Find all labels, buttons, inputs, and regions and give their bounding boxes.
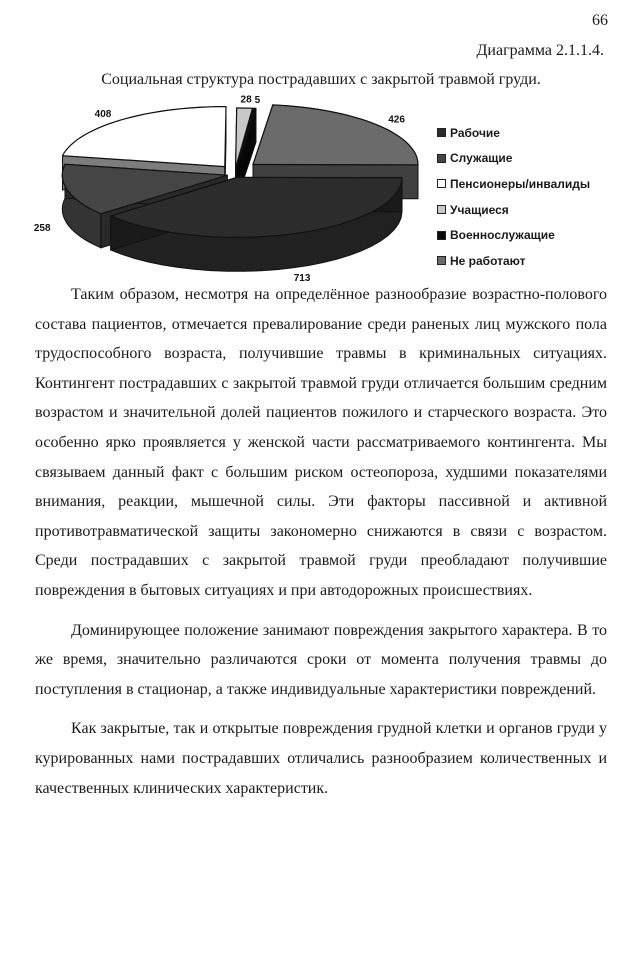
legend-label-4: Военнослужащие bbox=[450, 228, 555, 243]
legend-label-2: Пенсионеры/инвалиды bbox=[450, 176, 591, 191]
pie-slice-2 bbox=[63, 107, 226, 167]
legend-item-3 bbox=[437, 197, 590, 223]
legend-item-2 bbox=[437, 171, 590, 197]
paragraph-1: Таким образом, несмотря на определённое разнообразие возрастно-полового состава пациентов, отмечается превалирование среди раненых лиц мужского пола трудоспособного возраста, получившие травмы в криминальных ситуациях. Контингент пострадавших с закрытой травмой груди отличается большим средним возрастом и значительной долей пациентов пожилого и старческого возраста. Это особенно ярко проявляется у женской части рассматриваемого контингента. Мы связываем данный факт с большим риском остеопороза, худшими показателями внимания, реакции, мышечной силы. Эти факторы пассивной и активной противотравматической защиты закономерно снижаются в связи с возрастом. Среди пострадавших с закрытой травмой груди преобладают получившие повреждения в бытовых ситуациях и при автодорожных происшествиях. bbox=[35, 286, 607, 599]
legend-item-1 bbox=[437, 146, 590, 172]
legend-label-1: Служащие bbox=[450, 151, 513, 166]
figure-title: Социальная структура пострадавших с закрытой травмой груди. bbox=[101, 71, 541, 88]
pie-slice-label-4: 5 bbox=[254, 94, 261, 106]
legend-swatch-4 bbox=[437, 231, 446, 240]
paragraph-2: Доминирующее положение занимают повреждения закрытого характера. В то же время, значительно различаются сроки от момента получения травмы до поступления в стационар, а также индивидуальные характеристики повреждений. bbox=[35, 621, 607, 698]
legend-swatch-1 bbox=[437, 154, 446, 163]
pie-slice-label-1: 258 bbox=[33, 223, 51, 234]
pie-slice-label-2: 408 bbox=[94, 108, 112, 120]
legend-swatch-5 bbox=[437, 256, 446, 265]
legend-item-0 bbox=[437, 120, 590, 146]
page-number: 66 bbox=[592, 12, 608, 29]
legend-swatch-2 bbox=[437, 179, 446, 188]
legend-label-3: Учащиеся bbox=[450, 202, 509, 217]
pie-slice-label-3: 28 bbox=[240, 94, 252, 106]
body-text bbox=[35, 280, 607, 813]
legend-item-5 bbox=[437, 248, 590, 274]
legend-swatch-0 bbox=[437, 128, 446, 137]
pie-chart-svg bbox=[20, 94, 440, 284]
legend-item-4 bbox=[437, 222, 590, 248]
pie-slice-label-5: 426 bbox=[388, 114, 405, 126]
paragraph-3: Как закрытые, так и открытые повреждения грудной клетки и органов груди у курированных нами пострадавших отличались разнообразием количественных и качественных клинических характеристик. bbox=[35, 720, 607, 797]
pie-slice-label-0: 713 bbox=[293, 272, 311, 284]
legend-label-5: Не работают bbox=[450, 253, 526, 268]
legend-label-0: Рабочие bbox=[450, 125, 500, 140]
chart-legend bbox=[437, 120, 590, 274]
figure-label: Диаграмма 2.1.1.4. bbox=[476, 42, 604, 59]
legend-swatch-3 bbox=[437, 205, 446, 214]
